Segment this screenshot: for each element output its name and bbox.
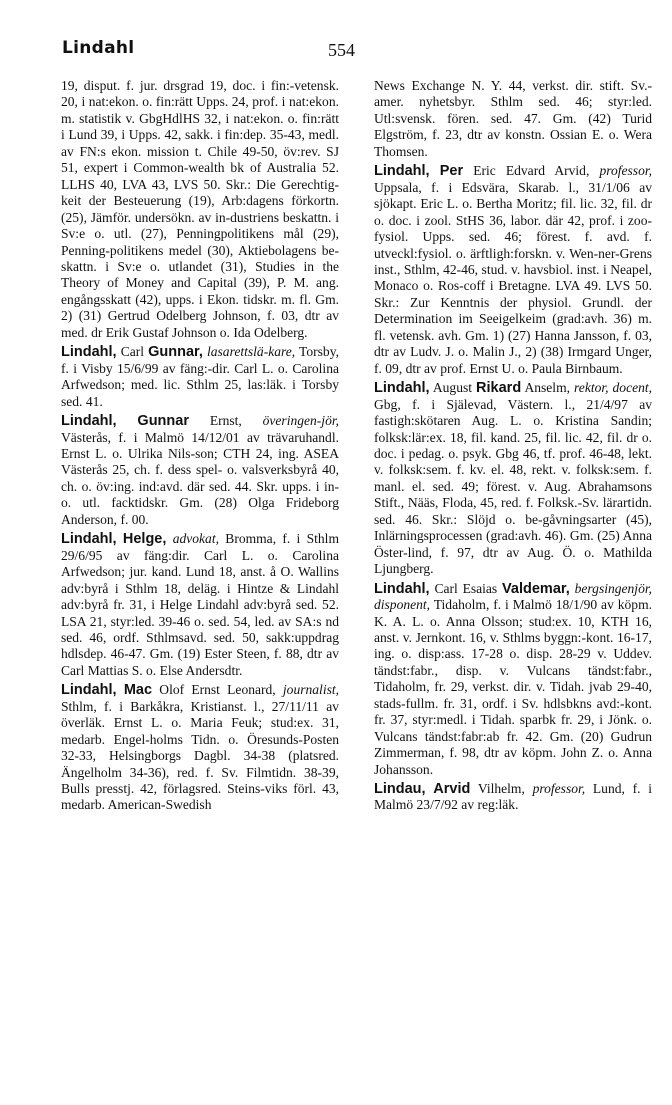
entry-given-name: Vilhelm, xyxy=(477,781,525,797)
entry-given-name: Carl xyxy=(120,344,145,360)
entry-lindahl-valdemar xyxy=(374,581,652,778)
entry-given-name: Ernst, xyxy=(209,413,242,429)
entry-surname: Lindahl, xyxy=(374,380,430,397)
entry-call-name: Arvid xyxy=(433,781,471,798)
entry-given-name: Carl Esaias xyxy=(434,580,498,596)
entry-given-name: August xyxy=(432,380,473,396)
entry-occupation: rektor, docent, xyxy=(574,380,653,396)
entry-text: 19, disput. f. jur. drsgrad 19, doc. i fin:-vetensk. 20, i nat:ekon. o. fin:rätt Upps. 24, prof. i nat:ekon. m. statistik v. GbgHdlHS 32, i nat:ekon. o. fin:rätt i Lund 39, i Upps. 42, sakk. i fin:dep. 35-43, medl. av FN:s ekon. mission t. Chile 49-50, öv:rev. SJ 51, expert i Common-wealth bk of Australia 52. LLHS 40, LVA 43, LVS 50. Skr.: Die Gerechtig-keit der Besteuerung (19), Arb:dagens förkortn. (25), Jämför. undersökn. av in-dustriens beskattn. i Sv:e o. utl. (27), Penningpolitikens mål (29), Penning-politikens medel (30), Aktiebolagens be-skattn. i Sv:e o. utlandet (31), Studies in the Theory of Money and Capital (39), P. M. ang. engångsskatt (42), upps. i Ekon. tidskr. m. fl. Gm. 2) (31) Gertrud Odelberg Johnson, f. 03, dtr av med. dr Erik Gustaf Johnson o. Ida Odelberg. xyxy=(61,78,339,340)
entry-surname: Lindahl, xyxy=(374,163,430,180)
entry-call-name: Rikard xyxy=(476,380,522,397)
entry-surname: Lindahl, xyxy=(61,344,117,361)
entry-occupation: professor, xyxy=(532,781,586,797)
entry-lindahl-rikard xyxy=(374,380,652,577)
entry-lindahl-mac xyxy=(61,682,339,814)
entry-text: News Exchange N. Y. 44, verkst. dir. stift. Sv.-amer. nyhetsbyr. Sthlm sed. 46; styr:led. Utl:svensk. fören. sed. 47. Gm. (42) Turid Elgström, f. 23, dtr av konstn. Ossian E. o. Wera Thomsen. xyxy=(374,78,652,159)
entry-call-name: Gunnar xyxy=(137,413,189,430)
entry-occupation: professor, xyxy=(599,163,653,179)
entry-lindahl-gunnar-ernst xyxy=(61,413,339,528)
entry-text: Lund, f. i Malmö 23/7/92 av reg:läk. xyxy=(374,781,652,813)
entry-text: Gbg, f. i Själevad, Västern. l., 21/4/97 av fastigh:skötaren Aug. L. o. Kristina Sandin; folksk:lär:ex. 18, fil. kand. 25, fil. lic. 42, fil. dr o. doc. i pedag. o. psyk. Gbg 46, tf. prof. 46-48, lekt. v. folksk:sem. f. kv. el. 48, rekt. v. folksk:sem. f. manl. el. sed. 49; förest. v. Aug. Abrahamsons Stift., Nääs, Floda, 45, red. f. Folksk.-Sv. lärartidn. sed. 46. Skr.: Slöjd o. be-gåvningsarter (45), Inlärningsprocessen (grad:avh. 46). Gm. (25) Anna Öster-lind, f. 97, dtr av Aug. Ö. o. Mathilda Ljungberg. xyxy=(374,396,652,577)
entry-surname: Lindau, xyxy=(374,781,426,798)
entry-text: Torsby, f. i Visby 15/6/99 av fäng:-dir. Carl L. o. Carolina Arfwedson; med. lic. Sthlm 25, las:läk. i Torsby sed. 41. xyxy=(61,344,339,409)
left-column xyxy=(61,78,339,814)
entry-text: Tidaholm, f. i Malmö 18/1/90 av köpm. K. A. L. o. Anna Olsson; stud:ex. 10, KTH 16, anst. v. Jernkont. 16, v. Sthlms byggn:-kont. 16-17, ing. o. disp:ass. 17-28 o. disp. 28-29 v. Uddev. tändst:fabr., disp. v. Vulcans tändst:fabr., Tidaholm, fr. 29, verkst. dir. v. Tidah. jvab 29-40, stads-fullm. fr. 31, ordf. i Sv. hdlsbkns avd:-kont. fr. 37, styr:medl. i Tidah. sparbk fr. 29, i Jönk. o. Vulcans tändst:fabr:ab fr. 42. Gm. (20) Gudrun Zimmerman, f. 98, dtr av köpm. John Z. o. Anna Johansson. xyxy=(374,597,652,777)
entry-lindahl-per xyxy=(374,163,652,377)
right-column xyxy=(374,78,652,814)
entry-continuation xyxy=(374,78,652,160)
entry-occupation: bergsingenjör, disponent, xyxy=(374,580,653,613)
entry-lindahl-carl-gunnar xyxy=(61,344,339,410)
entry-continuation xyxy=(61,78,339,341)
entry-text: Uppsala, f. i Edsvära, Skarab. l., 31/1/06 av sjökapt. Eric L. o. Bertha Moritz; fil. lic. 32, fil. dr o. doc. i zool. StHS 36, labor. där 42, prof. i zoo-fysiol. Upps. sed. 46; förest. f. avd. f. utveckl:fysiol. o. ärftligh:forskn. v. Wen-ner-Grens inst., Sthlm, 42-46, stud. v. havsbiol. inst. i Neapel, Monaco o. Ros-coff i Bretagne. LVA 49. LVS 50. Skr.: Zur Kenntnis der physiol. Grundl. der Determination im Seeigelkeim (grad:avh. 36) m. fl. vetensk. avh. Gm. 1) (27) Hanna Jansson, f. 03, dtr av Ludv. J. o. Malin J., 2) (38) Irmgard Unger, f. 09, dtr av prof. Ernst U. o. Paula Birnbaum. xyxy=(374,179,652,376)
page-number: 554 xyxy=(328,40,355,60)
entry-given-name: Eric Edvard Arvid, xyxy=(473,163,590,179)
entry-call-name: Helge, xyxy=(122,531,167,548)
entry-surname: Lindahl, xyxy=(61,682,117,699)
entry-surname: Lindahl, xyxy=(61,531,117,548)
entry-occupation: journalist, xyxy=(282,682,340,698)
entry-call-name: Valdemar, xyxy=(502,580,570,597)
entry-text: Västerås, f. i Malmö 14/12/01 av trävaruhandl. Ernst L. o. Ulrika Nils-son; CTH 24, ing. ASEA Västerås 25, ch. f. dess spel- o. valsverksbyrå 40, ch. o. öv:ing. ind:avd. där sed. 44. Skr. upps. i in- o. utl. facktidskr. Gm. (28) Olga Frideborg Anderson, f. 00. xyxy=(61,429,339,527)
entry-call-name: Mac xyxy=(123,682,153,699)
entry-given-name-2: Anselm, xyxy=(524,380,570,396)
entry-occupation: lasarettslä-kare, xyxy=(207,344,296,360)
running-head: Lindahl xyxy=(62,38,135,58)
entry-call-name: Per xyxy=(439,163,464,180)
entry-call-name: Gunnar, xyxy=(148,344,203,361)
entry-occupation: advokat, xyxy=(172,531,219,547)
entry-surname: Lindahl, xyxy=(61,413,117,430)
entry-occupation: överingen-jör, xyxy=(262,413,339,429)
entry-lindahl-helge xyxy=(61,531,339,679)
entry-text: Sthlm, f. i Barkåkra, Kristianst. l., 27/11/11 av överläk. Ernst L. o. Maria Feuk; stud:ex. 31, medarb. Engel-holms Tidn. o. Öresunds-Posten 32-33, Helsingborgs Dagbl. 34-38 (platsred. Ängelholm 34-36), red. f. Sv. Filmtidn. 38-39, Bulls presstj. 42, förlagsred. Steins-viks förl. 43, medarb. American-Swedish xyxy=(61,698,339,813)
entry-text: Bromma, f. i Sthlm 29/6/95 av fäng:dir. Carl L. o. Carolina Arfwedson; jur. kand. Lund 18, anst. å O. Wallins adv:byrå i Sthlm 18, deläg. i Hintze & Lindahl adv:byrå fr. 31, i Helge Lindahl adv:byrå sed. 52. LSA 21, styr:led. 39-46 o. sed. 54, led. av SA:s nd sed. 46, ordf. Sthlmsavd. sed. 50, sakk:uppdrag hdlsdep. 46-47. Gm. (19) Ester Steen, f. 88, dtr av Carl Mattias S. o. Else Andersdtr. xyxy=(61,531,339,678)
entry-surname: Lindahl, xyxy=(374,580,430,597)
entry-given-name: Olof Ernst Leonard, xyxy=(159,682,276,698)
entry-lindau-arvid xyxy=(374,781,652,814)
